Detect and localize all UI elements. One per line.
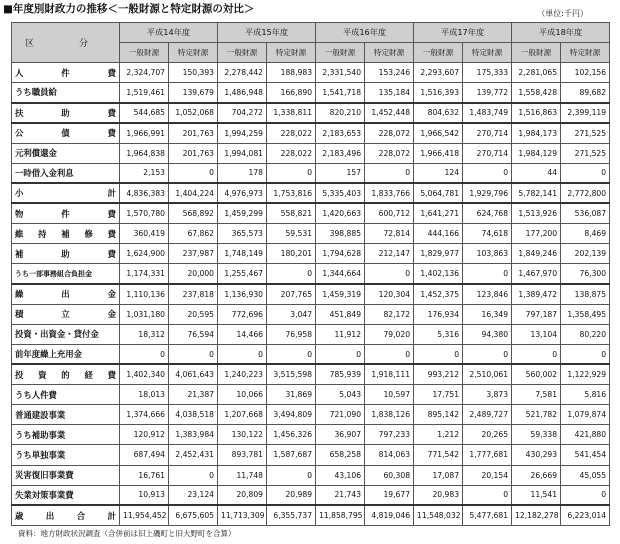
specific-revenue-cell: 2,399,119 [561,103,610,123]
general-revenue-cell: 1,402,136 [414,264,463,284]
row-label: 物 件 費 [12,203,120,223]
general-revenue-cell: 36,907 [316,425,365,445]
general-revenue-cell: 1,452,375 [414,284,463,304]
row-label: 維持補修費 [12,224,120,244]
specific-revenue-cell: 237,987 [169,244,218,264]
specific-revenue-cell: 0 [463,344,512,364]
general-revenue-cell: 11,912 [316,324,365,344]
table-row [12,344,610,364]
specific-revenue-header: 特定財源 [463,43,512,63]
general-revenue-cell: 17,087 [414,465,463,485]
specific-revenue-cell: 20,989 [267,485,316,505]
specific-revenue-cell: 23,124 [169,485,218,505]
specific-revenue-cell: 102,156 [561,63,610,83]
specific-revenue-header: 特定財源 [561,43,610,63]
table-row [12,224,610,244]
specific-revenue-header: 特定財源 [169,43,218,63]
table-row [12,405,610,425]
specific-revenue-cell: 20,154 [463,465,512,485]
general-revenue-cell: 820,210 [316,103,365,123]
specific-revenue-cell: 166,890 [267,83,316,103]
specific-revenue-cell: 1,404,224 [169,183,218,203]
general-revenue-cell: 26,669 [512,465,561,485]
general-revenue-cell: 178 [218,163,267,183]
general-revenue-cell: 43,106 [316,465,365,485]
table-row [12,284,610,304]
general-revenue-cell: 687,494 [120,445,169,465]
general-revenue-cell: 1,255,467 [218,264,267,284]
general-revenue-cell: 1,541,718 [316,83,365,103]
general-revenue-cell: 1,748,149 [218,244,267,264]
general-revenue-cell: 1,459,299 [218,203,267,223]
table-row [12,445,610,465]
specific-revenue-cell: 5,477,681 [463,505,512,525]
general-revenue-cell: 177,200 [512,224,561,244]
specific-revenue-cell: 3,515,598 [267,364,316,384]
general-revenue-cell: 1,402,340 [120,364,169,384]
specific-revenue-cell: 31,869 [267,385,316,405]
general-revenue-cell: 1,984,129 [512,143,561,163]
general-revenue-cell: 658,258 [316,445,365,465]
finance-table [11,22,610,526]
general-revenue-cell: 1,212 [414,425,463,445]
specific-revenue-cell: 0 [267,163,316,183]
general-revenue-header: 一般財源 [120,43,169,63]
general-revenue-cell: 1,966,991 [120,123,169,143]
row-label: 失業対策事業費 [12,485,120,505]
row-label: うち人件費 [12,385,120,405]
general-revenue-cell: 2,183,496 [316,143,365,163]
general-revenue-cell: 1,374,666 [120,405,169,425]
row-label: 元利償還金 [12,143,120,163]
general-revenue-cell: 1,486,948 [218,83,267,103]
specific-revenue-cell: 0 [169,344,218,364]
specific-revenue-cell: 600,712 [365,203,414,223]
general-revenue-cell: 5,335,403 [316,183,365,203]
general-revenue-cell: 785,939 [316,364,365,384]
specific-revenue-cell: 76,300 [561,264,610,284]
general-revenue-cell: 5,316 [414,324,463,344]
specific-revenue-cell: 6,675,605 [169,505,218,525]
table-row [12,324,610,344]
general-revenue-cell: 521,782 [512,405,561,425]
general-revenue-cell: 1,994,259 [218,123,267,143]
general-revenue-cell: 771,542 [414,445,463,465]
table-row [12,203,610,223]
specific-revenue-cell: 228,072 [365,143,414,163]
specific-revenue-cell: 1,838,126 [365,405,414,425]
general-revenue-cell: 360,419 [120,224,169,244]
general-revenue-cell: 560,002 [512,364,561,384]
specific-revenue-cell: 135,184 [365,83,414,103]
specific-revenue-cell: 0 [169,465,218,485]
specific-revenue-cell: 271,525 [561,143,610,163]
specific-revenue-cell: 4,819,046 [365,505,414,525]
general-revenue-cell: 993,212 [414,364,463,384]
specific-revenue-cell: 536,087 [561,203,610,223]
specific-revenue-cell: 74,618 [463,224,512,244]
row-label: 一時借入金利息 [12,163,120,183]
table-row [12,465,610,485]
general-revenue-cell: 1,207,668 [218,405,267,425]
specific-revenue-cell: 202,139 [561,244,610,264]
table-row [12,264,610,284]
general-revenue-cell: 1,459,319 [316,284,365,304]
general-revenue-cell: 18,013 [120,385,169,405]
specific-revenue-cell: 201,763 [169,123,218,143]
specific-revenue-cell: 1,122,929 [561,364,610,384]
general-revenue-cell: 1,966,542 [414,123,463,143]
year-header: 平成15年度 [218,23,316,43]
general-revenue-cell: 0 [414,344,463,364]
year-header: 平成17年度 [414,23,512,43]
year-header: 平成18年度 [512,23,610,43]
table-row [12,83,610,103]
specific-revenue-cell: 3,873 [463,385,512,405]
specific-revenue-cell: 814,063 [365,445,414,465]
specific-revenue-cell: 120,304 [365,284,414,304]
specific-revenue-cell: 0 [365,344,414,364]
row-label: 補 助 費 [12,244,120,264]
specific-revenue-cell: 1,833,766 [365,183,414,203]
general-revenue-cell: 398,885 [316,224,365,244]
general-revenue-header: 一般財源 [218,43,267,63]
specific-revenue-cell: 20,265 [463,425,512,445]
specific-revenue-cell: 1,777,681 [463,445,512,465]
row-label: 扶 助 費 [12,103,120,123]
table-row [12,485,610,505]
specific-revenue-cell: 150,393 [169,63,218,83]
year-header: 平成14年度 [120,23,218,43]
specific-revenue-header: 特定財源 [365,43,414,63]
row-label: うち一部事務組合負担金 [12,264,120,284]
general-revenue-cell: 20,983 [414,485,463,505]
table-row [12,505,610,525]
general-revenue-cell: 10,913 [120,485,169,505]
specific-revenue-cell: 2,772,800 [561,183,610,203]
specific-revenue-cell: 139,679 [169,83,218,103]
table-row [12,183,610,203]
specific-revenue-cell: 153,246 [365,63,414,83]
row-label: 投資・出資金・貸付金 [12,324,120,344]
general-revenue-cell: 1,964,838 [120,143,169,163]
table-row [12,244,610,264]
year-header: 平成16年度 [316,23,414,43]
source-note: 資料：地方財政状況調査（合併前は旧上磯町と旧大野町を合算） [18,529,236,538]
general-revenue-cell: 451,849 [316,304,365,324]
specific-revenue-cell: 0 [463,264,512,284]
specific-revenue-cell: 228,072 [365,123,414,143]
specific-revenue-cell: 2,452,431 [169,445,218,465]
specific-revenue-cell: 0 [463,163,512,183]
general-revenue-cell: 1,570,780 [120,203,169,223]
general-revenue-cell: 124 [414,163,463,183]
specific-revenue-cell: 4,038,518 [169,405,218,425]
general-revenue-cell: 893,781 [218,445,267,465]
general-revenue-cell: 444,166 [414,224,463,244]
general-revenue-cell: 0 [316,344,365,364]
general-revenue-cell: 1,513,926 [512,203,561,223]
specific-revenue-cell: 45,055 [561,465,610,485]
table-row [12,143,610,163]
specific-revenue-cell: 1,358,495 [561,304,610,324]
general-revenue-cell: 14,466 [218,324,267,344]
general-revenue-cell: 18,312 [120,324,169,344]
general-revenue-cell: 1,174,331 [120,264,169,284]
specific-revenue-cell: 541,454 [561,445,610,465]
general-revenue-cell: 1,624,900 [120,244,169,264]
general-revenue-cell: 5,782,141 [512,183,561,203]
general-revenue-cell: 1,994,081 [218,143,267,163]
specific-revenue-cell: 76,958 [267,324,316,344]
table-row [12,364,610,384]
general-revenue-cell: 1,467,970 [512,264,561,284]
specific-revenue-cell: 79,020 [365,324,414,344]
specific-revenue-cell: 207,765 [267,284,316,304]
page-title: ■年度別財政力の推移＜一般財源と特定財源の対比＞ [3,3,255,15]
specific-revenue-cell: 0 [365,264,414,284]
general-revenue-cell: 11,541 [512,485,561,505]
specific-revenue-cell: 89,682 [561,83,610,103]
specific-revenue-cell: 175,333 [463,63,512,83]
general-revenue-cell: 176,934 [414,304,463,324]
general-revenue-cell: 1,849,246 [512,244,561,264]
general-revenue-cell: 4,976,973 [218,183,267,203]
general-revenue-cell: 11,548,032 [414,505,463,525]
general-revenue-cell: 17,751 [414,385,463,405]
general-revenue-cell: 11,954,452 [120,505,169,525]
general-revenue-cell: 1,558,428 [512,83,561,103]
specific-revenue-cell: 1,338,811 [267,103,316,123]
specific-revenue-cell: 1,587,687 [267,445,316,465]
specific-revenue-cell: 19,677 [365,485,414,505]
specific-revenue-cell: 59,531 [267,224,316,244]
general-revenue-cell: 797,187 [512,304,561,324]
row-label: 積 立 金 [12,304,120,324]
specific-revenue-cell: 103,863 [463,244,512,264]
general-revenue-cell: 12,182,278 [512,505,561,525]
specific-revenue-cell: 4,061,643 [169,364,218,384]
general-revenue-cell: 1,641,271 [414,203,463,223]
general-revenue-cell: 1,516,393 [414,83,463,103]
row-label: 歳 出 合 計 [12,505,120,525]
general-revenue-cell: 895,142 [414,405,463,425]
specific-revenue-cell: 624,768 [463,203,512,223]
specific-revenue-cell: 80,220 [561,324,610,344]
table-row [12,163,610,183]
general-revenue-cell: 1,984,173 [512,123,561,143]
general-revenue-cell: 2,293,607 [414,63,463,83]
specific-revenue-cell: 1,929,796 [463,183,512,203]
specific-revenue-cell: 0 [267,264,316,284]
specific-revenue-cell: 270,714 [463,143,512,163]
general-revenue-cell: 4,836,383 [120,183,169,203]
row-label: うち職員給 [12,83,120,103]
table-row [12,103,610,123]
specific-revenue-cell: 0 [561,485,610,505]
row-label: 繰 出 金 [12,284,120,304]
general-revenue-cell: 1,344,664 [316,264,365,284]
general-revenue-cell: 430,293 [512,445,561,465]
specific-revenue-cell: 228,022 [267,123,316,143]
general-revenue-cell: 20,809 [218,485,267,505]
specific-revenue-cell: 201,763 [169,143,218,163]
specific-revenue-cell: 2,510,061 [463,364,512,384]
general-revenue-cell: 1,794,628 [316,244,365,264]
specific-revenue-cell: 6,223,014 [561,505,610,525]
general-revenue-cell: 1,031,180 [120,304,169,324]
general-revenue-cell: 10,066 [218,385,267,405]
general-revenue-cell: 16,761 [120,465,169,485]
row-label: うち単独事業 [12,445,120,465]
specific-revenue-cell: 72,814 [365,224,414,244]
specific-revenue-cell: 2,489,727 [463,405,512,425]
general-revenue-cell: 130,122 [218,425,267,445]
general-revenue-cell: 11,713,309 [218,505,267,525]
general-revenue-cell: 1,966,418 [414,143,463,163]
specific-revenue-cell: 1,753,816 [267,183,316,203]
row-label: 災害復旧事業費 [12,465,120,485]
table-body [12,63,610,526]
row-label: 普通建設事業 [12,405,120,425]
specific-revenue-cell: 228,022 [267,143,316,163]
specific-revenue-cell: 0 [463,485,512,505]
row-label: 人 件 費 [12,63,120,83]
table-row [12,425,610,445]
specific-revenue-cell: 20,000 [169,264,218,284]
general-revenue-cell: 544,685 [120,103,169,123]
specific-revenue-cell: 67,862 [169,224,218,244]
general-revenue-cell: 120,912 [120,425,169,445]
specific-revenue-cell: 421,880 [561,425,610,445]
specific-revenue-cell: 0 [365,163,414,183]
table-row [12,63,610,83]
specific-revenue-cell: 237,818 [169,284,218,304]
general-revenue-cell: 59,338 [512,425,561,445]
general-revenue-cell: 21,743 [316,485,365,505]
specific-revenue-cell: 797,233 [365,425,414,445]
general-revenue-cell: 7,581 [512,385,561,405]
specific-revenue-cell: 180,201 [267,244,316,264]
general-revenue-cell: 2,324,707 [120,63,169,83]
general-revenue-cell: 2,153 [120,163,169,183]
specific-revenue-cell: 8,469 [561,224,610,244]
general-revenue-cell: 704,272 [218,103,267,123]
table-row [12,385,610,405]
general-revenue-cell: 1,519,461 [120,83,169,103]
specific-revenue-cell: 1,483,749 [463,103,512,123]
general-revenue-cell: 11,748 [218,465,267,485]
general-revenue-cell: 5,043 [316,385,365,405]
specific-revenue-cell: 1,452,448 [365,103,414,123]
row-label: 小 計 [12,183,120,203]
table-row [12,304,610,324]
general-revenue-cell: 2,331,540 [316,63,365,83]
unit-label: （単位:千円） [537,9,588,18]
row-label: 前年度繰上充用金 [12,344,120,364]
specific-revenue-cell: 0 [267,344,316,364]
general-revenue-cell: 0 [512,344,561,364]
general-revenue-cell: 2,281,065 [512,63,561,83]
general-revenue-cell: 2,183,653 [316,123,365,143]
general-revenue-cell: 5,064,781 [414,183,463,203]
specific-revenue-cell: 568,892 [169,203,218,223]
row-label: 公 債 費 [12,123,120,143]
specific-revenue-cell: 76,594 [169,324,218,344]
specific-revenue-cell: 82,172 [365,304,414,324]
specific-revenue-cell: 212,147 [365,244,414,264]
general-revenue-cell: 1,389,472 [512,284,561,304]
general-revenue-cell: 157 [316,163,365,183]
general-revenue-cell: 1,110,136 [120,284,169,304]
general-revenue-header: 一般財源 [414,43,463,63]
general-revenue-cell: 365,573 [218,224,267,244]
general-revenue-cell: 44 [512,163,561,183]
specific-revenue-cell: 94,380 [463,324,512,344]
row-label: うち補助事業 [12,425,120,445]
specific-revenue-cell: 0 [561,163,610,183]
specific-revenue-cell: 3,047 [267,304,316,324]
general-revenue-cell: 11,858,795 [316,505,365,525]
specific-revenue-cell: 188,983 [267,63,316,83]
specific-revenue-cell: 558,821 [267,203,316,223]
general-revenue-cell: 772,696 [218,304,267,324]
specific-revenue-cell: 0 [169,163,218,183]
specific-revenue-cell: 0 [561,344,610,364]
specific-revenue-cell: 271,525 [561,123,610,143]
specific-revenue-cell: 1,383,984 [169,425,218,445]
general-revenue-cell: 13,104 [512,324,561,344]
specific-revenue-cell: 1,918,111 [365,364,414,384]
general-revenue-cell: 1,516,863 [512,103,561,123]
general-revenue-cell: 721,090 [316,405,365,425]
specific-revenue-cell: 10,597 [365,385,414,405]
general-revenue-cell: 1,240,223 [218,364,267,384]
specific-revenue-cell: 1,456,326 [267,425,316,445]
specific-revenue-cell: 0 [267,465,316,485]
specific-revenue-cell: 20,595 [169,304,218,324]
general-revenue-cell: 1,420,663 [316,203,365,223]
category-header: 区 分 [12,23,120,63]
general-revenue-cell: 1,136,930 [218,284,267,304]
specific-revenue-cell: 139,772 [463,83,512,103]
specific-revenue-cell: 5,816 [561,385,610,405]
specific-revenue-cell: 3,494,809 [267,405,316,425]
general-revenue-cell: 2,278,442 [218,63,267,83]
specific-revenue-cell: 21,387 [169,385,218,405]
general-revenue-cell: 0 [218,344,267,364]
general-revenue-header: 一般財源 [316,43,365,63]
general-revenue-cell: 1,829,977 [414,244,463,264]
table-row [12,123,610,143]
specific-revenue-cell: 1,079,874 [561,405,610,425]
specific-revenue-cell: 138,875 [561,284,610,304]
specific-revenue-cell: 1,052,068 [169,103,218,123]
general-revenue-header: 一般財源 [512,43,561,63]
general-revenue-cell: 0 [120,344,169,364]
row-label: 投 資 的 経 費 [12,364,120,384]
specific-revenue-cell: 16,349 [463,304,512,324]
specific-revenue-cell: 6,355,737 [267,505,316,525]
general-revenue-cell: 804,632 [414,103,463,123]
specific-revenue-header: 特定財源 [267,43,316,63]
specific-revenue-cell: 270,714 [463,123,512,143]
specific-revenue-cell: 60,308 [365,465,414,485]
specific-revenue-cell: 123,846 [463,284,512,304]
